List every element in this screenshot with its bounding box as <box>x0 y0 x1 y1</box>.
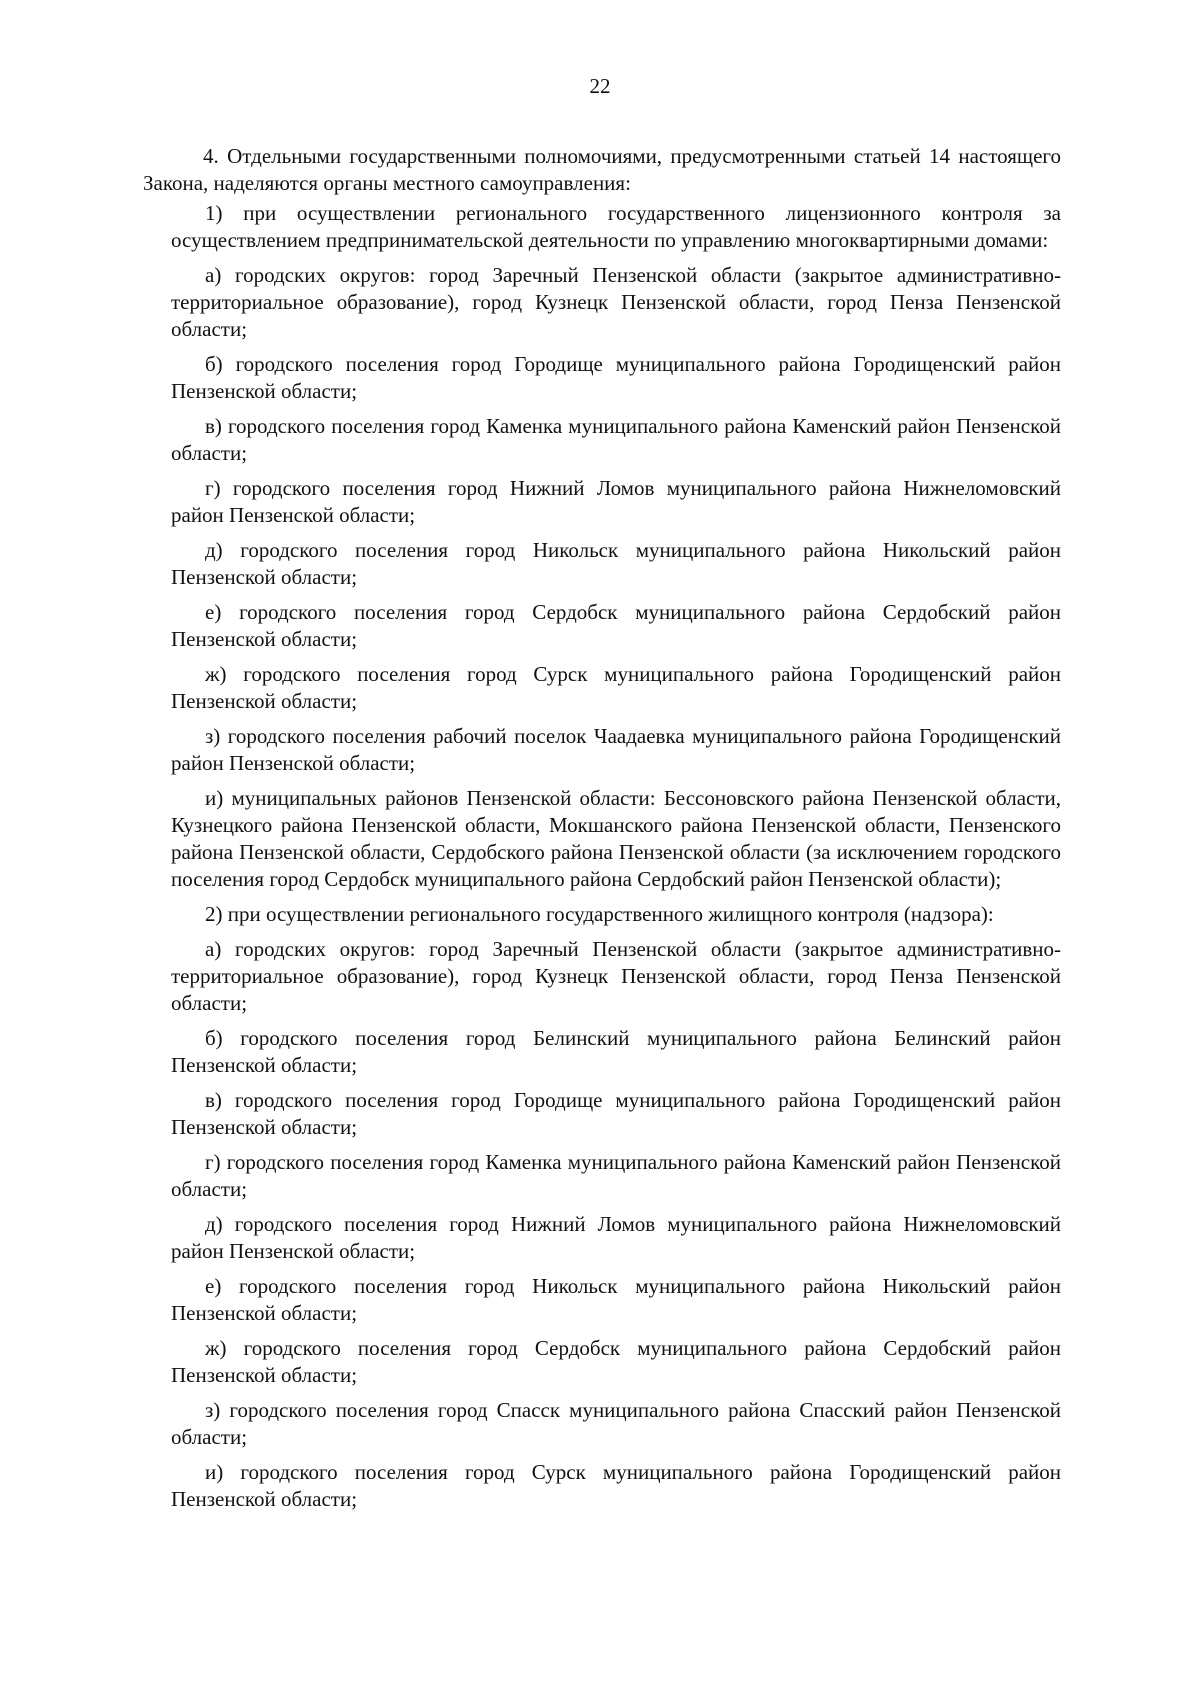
list-item-1b: б) городского поселения город Городище муниципального района Городищенский район Пензенской области; <box>171 352 1061 403</box>
list-item-2z: з) городского поселения город Спасск муниципального района Спасский район Пензенской области; <box>171 1398 1061 1449</box>
page-number: 22 <box>589 74 611 98</box>
paragraph-intro: 4. Отдельными государственными полномочиями, предусмотренными статьей 14 настоящего Закона, наделяются органы местного самоуправления: <box>143 144 1061 195</box>
list-item-2: 2) при осуществлении регионального государственного жилищного контроля (надзора): <box>205 902 994 926</box>
list-item-2b: б) городского поселения город Белинский муниципального района Белинский район Пензенской области; <box>171 1026 1061 1077</box>
list-item-1zh: ж) городского поселения город Сурск муниципального района Городищенский район Пензенской области; <box>171 662 1061 713</box>
list-item-1d: д) городского поселения город Никольск муниципального района Никольский район Пензенской области; <box>171 538 1061 589</box>
list-item-1e: е) городского поселения город Сердобск муниципального района Сердобский район Пензенской области; <box>171 600 1061 651</box>
list-item-2i: и) городского поселения город Сурск муниципального района Городищенский район Пензенской области; <box>171 1460 1061 1511</box>
list-item-2v: в) городского поселения город Городище муниципального района Городищенский район Пензенской области; <box>171 1088 1061 1139</box>
document-body <box>143 143 1061 1521</box>
list-item-1v: в) городского поселения город Каменка муниципального района Каменский район Пензенской области; <box>171 414 1061 465</box>
list-item-2e: е) городского поселения город Никольск муниципального района Никольский район Пензенской области; <box>171 1274 1061 1325</box>
list-item-2d: д) городского поселения город Нижний Ломов муниципального района Нижнеломовский район Пензенской области; <box>171 1212 1061 1263</box>
list-item-2zh: ж) городского поселения город Сердобск муниципального района Сердобский район Пензенской области; <box>171 1336 1061 1387</box>
list-item-2g: г) городского поселения город Каменка муниципального района Каменский район Пензенской области; <box>171 1150 1061 1201</box>
list-item-1: 1) при осуществлении регионального государственного лицензионного контроля за осуществлением предпринимательской деятельности по управлению многоквартирными домами: <box>171 201 1061 252</box>
list-item-1a: а) городских округов: город Заречный Пензенской области (закрытое административно-территориальное образование), город Кузнецк Пензенской области, город Пенза Пензенской области; <box>171 263 1061 341</box>
list-item-1i: и) муниципальных районов Пензенской области: Бессоновского района Пензенской области, Кузнецкого района Пензенской области, Мокшанского района Пензенской области, Пензенского района Пензенской области, Сердобского района Пензенской области (за исключением городского поселения город Сердобск муниципального района Сердобский район Пензенской области); <box>171 786 1061 891</box>
list-item-1g: г) городского поселения город Нижний Ломов муниципального района Нижнеломовский район Пензенской области; <box>171 476 1061 527</box>
list-item-1z: з) городского поселения рабочий поселок Чаадаевка муниципального района Городищенский район Пензенской области; <box>171 724 1061 775</box>
list-item-2a: а) городских округов: город Заречный Пензенской области (закрытое административно-территориальное образование), город Кузнецк Пензенской области, город Пенза Пензенской области; <box>171 937 1061 1015</box>
